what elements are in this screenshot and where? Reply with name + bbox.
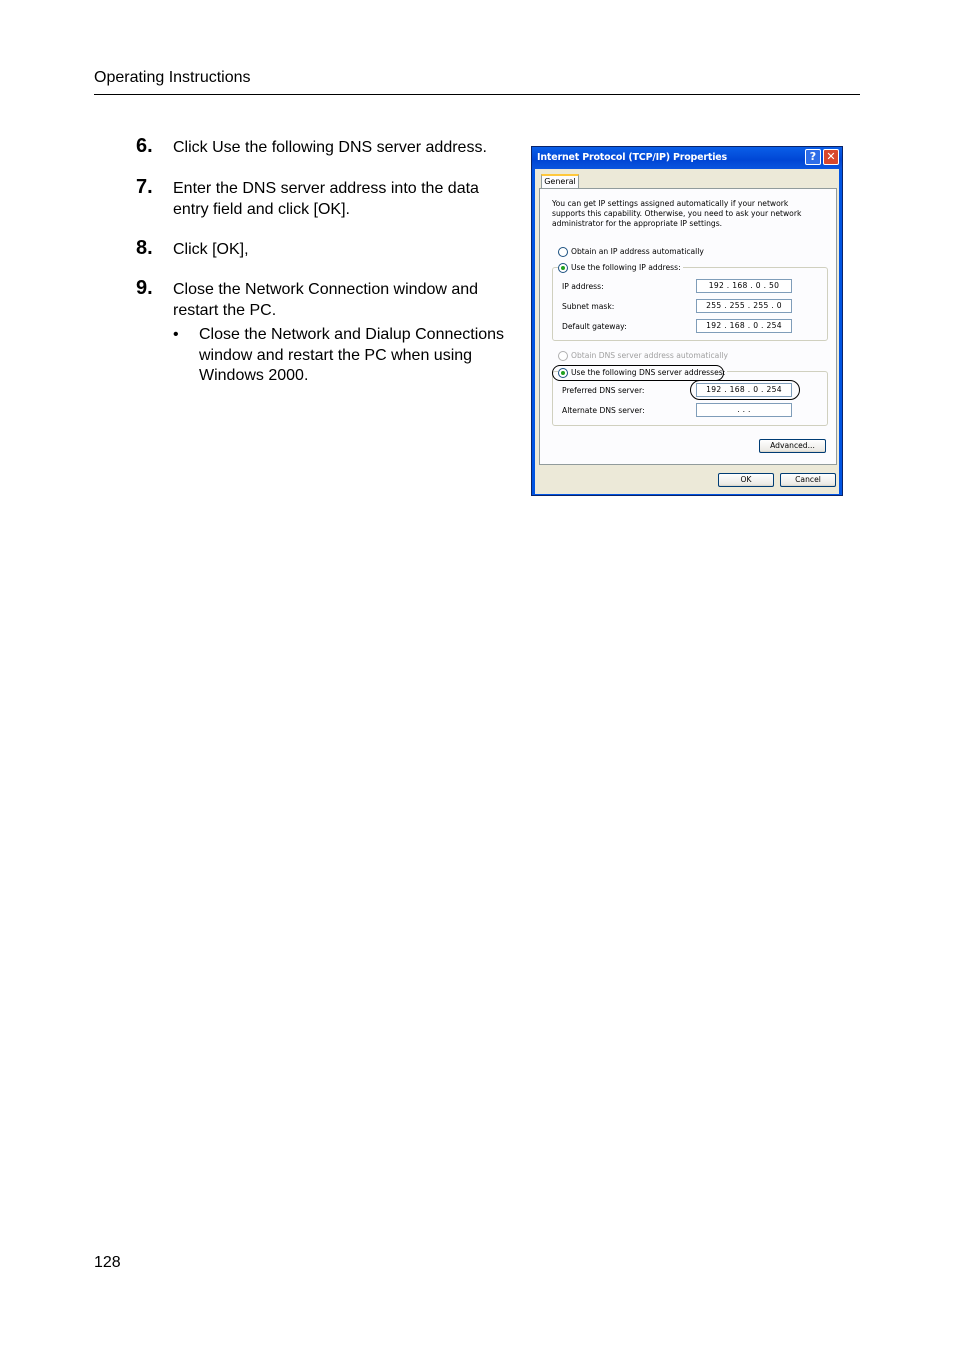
subnet-mask-label: Subnet mask: [562,302,615,311]
radio-use-ip[interactable]: Use the following IP address: [558,263,683,273]
page-number: 128 [94,1254,121,1271]
ok-button[interactable]: OK [718,473,774,487]
alternate-dns-input[interactable]: . . . [696,403,792,417]
step-number: 6. [136,135,153,157]
step-text: Click Use the following DNS server address. [173,139,487,156]
radio-on-icon [558,263,568,273]
ip-address-input[interactable]: 192 . 168 . 0 . 50 [696,279,792,293]
radio-obtain-ip[interactable]: Obtain an IP address automatically [558,247,704,257]
header-title: Operating Instructions [94,69,251,86]
advanced-button[interactable]: Advanced... [759,439,826,453]
help-icon[interactable]: ? [805,149,821,165]
tab-general[interactable]: General [541,174,579,189]
step-number: 7. [136,176,153,198]
bullet-text: Close the Network and Dialup Connections window and restart the PC when using Windows 2000. [199,326,505,384]
alternate-dns-label: Alternate DNS server: [562,406,645,415]
radio-use-dns[interactable]: Use the following DNS server addresses: [558,368,727,378]
radio-off-icon [558,351,568,361]
highlight-preferred-dns [690,380,800,400]
dialog-title: Internet Protocol (TCP/IP) Properties [537,152,727,163]
bullet-icon: • [173,326,179,343]
dialog-titlebar [532,147,842,169]
step-text: Close the Network Connection window and restart the PC. [173,281,479,319]
close-icon[interactable]: ✕ [823,149,839,165]
general-panel [539,188,837,465]
preferred-dns-input[interactable]: 192 . 168 . 0 . 254 [696,383,792,397]
cancel-button[interactable]: Cancel [780,473,836,487]
step-number: 9. [136,277,153,299]
preferred-dns-label: Preferred DNS server: [562,386,645,395]
highlight-use-dns [552,365,724,381]
radio-obtain-dns[interactable]: Obtain DNS server address automatically [558,351,728,361]
step-text: Enter the DNS server address into the data entry field and click [OK]. [173,180,479,218]
radio-off-icon [558,247,568,257]
dialog-client [535,169,839,494]
ip-address-label: IP address: [562,282,604,291]
subnet-mask-input[interactable]: 255 . 255 . 255 . 0 [696,299,792,313]
step-number: 8. [136,237,153,259]
step-text: Click [OK], [173,241,249,258]
intro-text: You can get IP settings assigned automatically if your network supports this capability. Otherwise, you need to ask your network administrator for the appropriate IP settings. [552,199,802,228]
header-rule [94,94,860,95]
default-gateway-label: Default gateway: [562,322,627,331]
default-gateway-input[interactable]: 192 . 168 . 0 . 254 [696,319,792,333]
tcpip-properties-dialog [531,146,843,496]
